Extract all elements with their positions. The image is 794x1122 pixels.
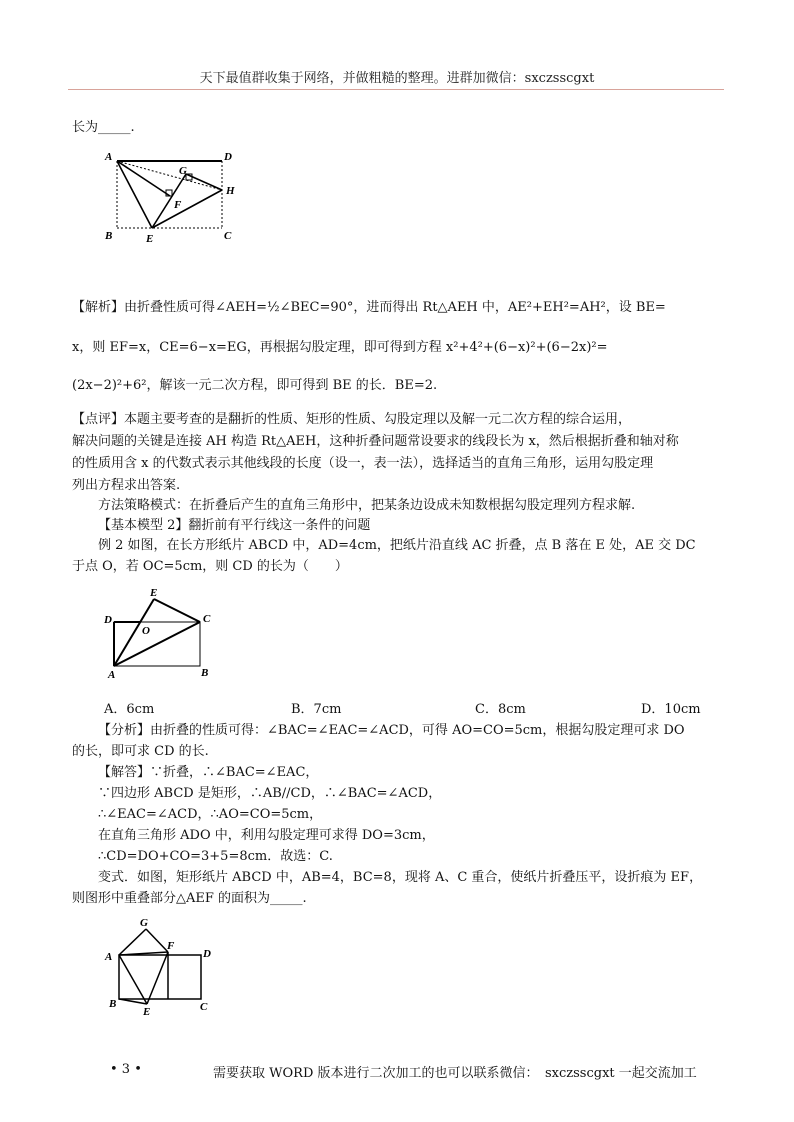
solution-line: 则图形中重叠部分△AEF 的面积为_____.: [72, 891, 307, 906]
analysis-line-3: (2x−2)²+6²，解该一元二次方程，即可得到 BE 的长．BE=2.: [72, 378, 438, 393]
comment-line: 于点 O，若 OC=5cm，则 CD 的长为（ ）: [72, 559, 348, 574]
fig2-label-a: A: [108, 669, 116, 681]
figure-2: [100, 585, 220, 680]
comment-line: 解决问题的关键是连接 AH 构造 Rt△AEH，这种折叠问题常设要求的线段长为 x，然后根据折叠和轴对称: [72, 434, 679, 449]
figure-3: [100, 915, 220, 1020]
fig2-label-d: D: [104, 614, 112, 626]
option-d: D．10cm: [641, 702, 701, 717]
comment-line: 例 2 如图，在长方形纸片 ABCD 中，AD=4cm，把纸片沿直线 AC 折叠，点 B 落在 E 处，AE 交 DC: [98, 538, 696, 553]
fig1-label-b: B: [105, 230, 113, 242]
fig2-label-e: E: [150, 587, 158, 599]
solution-line: ∵四边形 ABCD 是矩形，∴AB//CD，∴∠BAC=∠ACD，: [98, 786, 442, 801]
fig3-label-f: F: [167, 940, 175, 952]
footer-text: 需要获取 WORD 版本进行二次加工的也可以联系微信： sxczsscgxt 一起交流加工: [213, 1066, 697, 1081]
solution-line: 在直角三角形 ADO 中，利用勾股定理可求得 DO=3cm，: [98, 828, 435, 843]
solution-line: 的长，即可求 CD 的长.: [72, 744, 209, 759]
page-header: 天下最值群收集于网络，并做粗糙的整理。进群加微信：sxczsscgxt: [199, 71, 595, 86]
solution-line: 【分析】由折叠的性质可得：∠BAC=∠EAC=∠ACD，可得 AO=CO=5cm，根据勾股定理可求 DO: [98, 723, 685, 738]
option-b: B．7cm: [291, 702, 342, 717]
figure-1: [100, 148, 250, 248]
fig1-label-h: H: [226, 185, 235, 197]
comment-line: 列出方程求出答案.: [72, 478, 181, 493]
option-a: A．6cm: [104, 702, 155, 717]
fig2-label-c: C: [203, 613, 211, 625]
fig1-label-e: E: [146, 233, 154, 245]
analysis-line-1: 【解析】由折叠性质可得∠AEH=½∠BEC=90°，进而得出 Rt△AEH 中，AE²+EH²=AH²，设 BE=: [72, 300, 666, 315]
fig1-label-a: A: [105, 151, 113, 163]
header-divider: [68, 89, 724, 90]
solution-line: 变式．如图，矩形纸片 ABCD 中，AB=4，BC=8，现将 A、C 重合，使纸片折叠压平，设折痕为 EF，: [98, 870, 703, 885]
solution-line: ∴CD=DO+CO=3+5=8cm．故选：C.: [98, 849, 333, 864]
fig3-label-a: A: [105, 951, 113, 963]
comment-line: 的性质用含 x 的代数式表示其他线段的长度（设一，表一法），选择适当的直角三角形，运用勾股定理: [72, 456, 654, 471]
page-number: • 3 •: [110, 1062, 142, 1077]
fig2-label-o: O: [142, 625, 150, 637]
fig1-label-g: G: [179, 165, 187, 177]
fig3-label-d: D: [203, 948, 211, 960]
comment-line: 【点评】本题主要考查的是翻折的性质、矩形的性质、勾股定理以及解一元二次方程的综合运用，: [72, 412, 632, 427]
solution-line: ∴∠EAC=∠ACD，∴AO=CO=5cm，: [98, 807, 323, 822]
fig1-label-c: C: [224, 230, 232, 242]
fig1-label-d: D: [224, 151, 232, 163]
solution-line: 【解答】∵折叠，∴∠BAC=∠EAC，: [98, 765, 319, 780]
intro-text: 长为_____.: [72, 120, 135, 135]
analysis-line-2: x，则 EF=x，CE=6−x=EG，再根据勾股定理，即可得到方程 x²+4²+(6−x)²+(6−2x)²=: [72, 340, 608, 355]
fig3-label-c: C: [200, 1001, 208, 1013]
fig2-label-b: B: [201, 667, 209, 679]
comment-line: 【基本模型 2】翻折前有平行线这一条件的问题: [98, 518, 371, 533]
fig3-label-g: G: [140, 917, 148, 929]
fig1-label-f: F: [174, 199, 182, 211]
fig3-label-e: E: [143, 1006, 151, 1018]
comment-line: 方法策略模式：在折叠后产生的直角三角形中，把某条边设成未知数根据勾股定理列方程求解.: [98, 498, 636, 513]
option-c: C．8cm: [475, 702, 526, 717]
fig3-label-b: B: [109, 998, 117, 1010]
